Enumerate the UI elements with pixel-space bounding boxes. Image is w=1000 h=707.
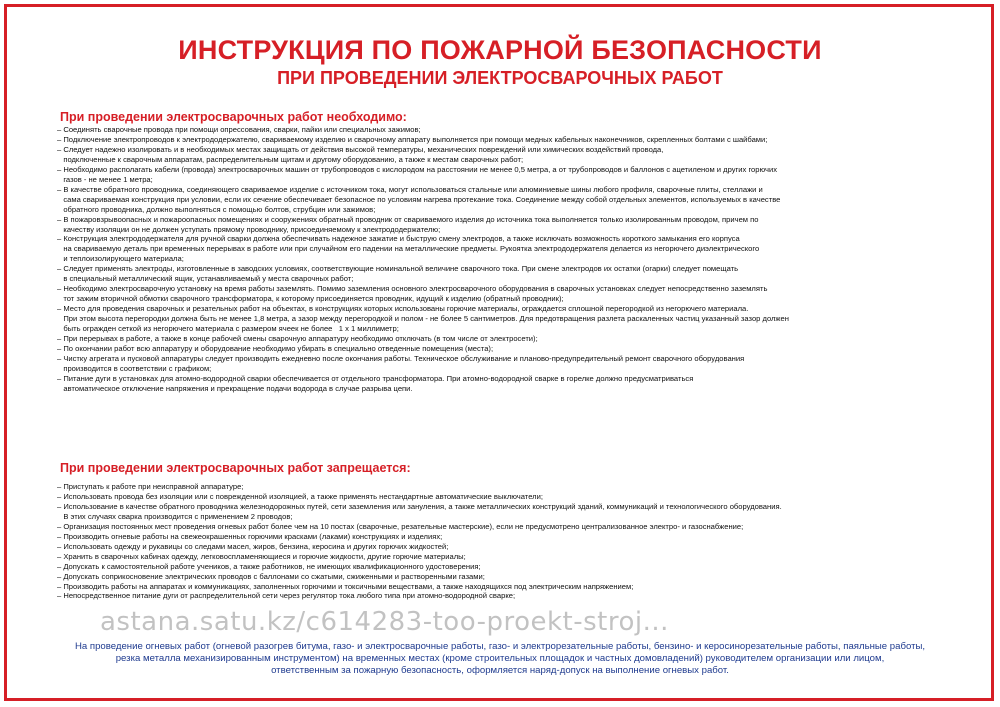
list-item: – Производить огневые работы на свежеокрашенных горючими красками (лаками) конструкциях и изделиях; bbox=[57, 531, 443, 541]
section-required-list bbox=[57, 125, 937, 394]
list-item: В этих случаях сварка производится с применением 2 проводов; bbox=[57, 511, 293, 521]
list-item: При этом высота перегородки должна быть не менее 1,8 метра, а зазор между перегородкой и полом - не более 5 сантиметров. Для предотвращения разлета раскаленных частиц указанный зазор должен bbox=[57, 314, 789, 324]
list-item: быть огражден сеткой из негорючего материала с размером ячеек не более 1 x 1 миллиметр; bbox=[57, 324, 399, 334]
footer-line: резка металла механизированным инструментом) на временных местах (кроме строительных площадок и частных домовладений) руководителем организации или лицом, bbox=[115, 653, 885, 665]
list-item: – Допускать соприкосновение электрических проводов с баллонами со сжатыми, сжиженными и растворенными газами; bbox=[57, 571, 485, 581]
list-item: – Место для проведения сварочных и резательных работ на объектах, в конструкциях которых использованы горючие материалы, ограждается сплошной перегородкой из негорючего материала. bbox=[57, 304, 749, 314]
list-item: – В качестве обратного проводника, соединяющего свариваемое изделие с источником тока, могут использоваться стальные или алюминиевые шины любого профиля, сварочные плиты, стеллажи и bbox=[57, 184, 763, 194]
list-item: – Непосредственное питание дуги от распределительной сети через регулятор тока любого типа при атомно-водородной сварке; bbox=[57, 591, 516, 601]
list-item: – Производить работы на аппаратах и коммуникациях, заполненных горючими и токсичными веществами, а также находящихся под электрическим напряжением; bbox=[57, 581, 634, 591]
list-item: – Приступать к работе при неисправной аппаратуре; bbox=[57, 482, 244, 491]
list-item: – Допускать к самостоятельной работе учеников, а также работников, не имеющих квалификационного удостоверения; bbox=[57, 561, 481, 571]
list-item: – Использовать провода без изоляции или с поврежденной изоляцией, а также применять нестандартные автоматические выключатели; bbox=[57, 491, 543, 501]
list-item: – При перерывах в работе, а также в конце рабочей смены сварочную аппаратуру необходимо отключать (в том числе от электросети); bbox=[57, 334, 538, 344]
list-item: подключенные к сварочным аппаратам, распределительным щитам и другому оборудованию, а также к местам сварочных работ; bbox=[57, 154, 524, 164]
list-item: тот зажим вторичной обмотки сварочного трансформатора, к которому присоединяется проводник, идущий к изделию (обратный проводник); bbox=[57, 294, 564, 304]
poster-title: ИНСТРУКЦИЯ ПО ПОЖАРНОЙ БЕЗОПАСНОСТИ bbox=[178, 35, 822, 65]
list-item: – Чистку агрегата и пусковой аппаратуры следует производить ежедневно после окончания работы. Техническое обслуживание и планово-предупредительный ремонт сварочного оборудования bbox=[57, 353, 745, 363]
poster-subtitle: ПРИ ПРОВЕДЕНИИ ЭЛЕКТРОСВАРОЧНЫХ РАБОТ bbox=[277, 68, 723, 88]
list-item: в специальный металлический ящик, устанавливаемый у места сварочных работ; bbox=[57, 274, 354, 284]
list-item: – Следует применять электроды, изготовленные в заводских условиях, соответствующие номинальной величине сварочного тока. При смене электродов их остатки (огарки) следует помещать bbox=[57, 264, 739, 274]
list-item: качеству изоляции он не должен уступать прямому проводнику, присоединяемому к электрододержателю; bbox=[57, 224, 441, 234]
list-item: – Использование в качестве обратного проводника железнодорожных путей, сети заземления или зануления, а также металлических конструкций зданий, коммуникаций и технологического оборудования. bbox=[57, 501, 782, 511]
list-item: – В пожаровзрывоопасных и пожароопасных помещениях и сооружениях обратный проводник от свариваемого изделия до источника тока выполняется только изолированным проводом, причем по bbox=[57, 214, 759, 224]
list-item: производится в соответствии с графиком; bbox=[57, 363, 212, 373]
list-item: – Соединять сварочные провода при помощи опрессования, сварки, пайки или специальных зажимов; bbox=[57, 125, 421, 134]
list-item: – Следует надежно изолировать и в необходимых местах защищать от действия высокой температуры, механических повреждений или химических воздействий провода, bbox=[57, 144, 664, 154]
footer-line: ответственным за пожарную безопасность, оформляется наряд-допуск на выполнение огневых работ. bbox=[271, 665, 729, 677]
list-item: автоматическое отключение напряжения и прекращение подачи водорода в случае разрыва цепи. bbox=[57, 383, 413, 393]
section-forbidden-list bbox=[57, 482, 937, 601]
list-item: – По окончании работ всю аппаратуру и оборудование необходимо убирать в специально отведенные помещения (места); bbox=[57, 343, 494, 353]
list-item: – Необходимо располагать кабели (провода) электросварочных машин от трубопроводов с кислородом на расстоянии не менее 0,5 метра, а от трубопроводов и баллонов с ацетиленом и других горючих bbox=[57, 164, 778, 174]
list-item: – Подключение электропроводов к электрододержателю, свариваемому изделию и сварочному аппарату выполняется при помощи медных кабельных наконечников, скрепленных болтами с шайбами; bbox=[57, 134, 768, 144]
list-item: – Питание дуги в установках для атомно-водородной сварки обеспечивается от отдельного трансформатора. При атомно-водородной сварке в горелке должно предусматриваться bbox=[57, 373, 694, 383]
list-item: и теплоизолирующего материала; bbox=[57, 254, 184, 264]
list-item: обратного проводника, должно выполняться с помощью болтов, струбцин или зажимов; bbox=[57, 204, 376, 214]
list-item: – Использовать одежду и рукавицы со следами масел, жиров, бензина, керосина и других горючих жидкостей; bbox=[57, 541, 449, 551]
section-required-heading: При проведении электросварочных работ необходимо: bbox=[60, 110, 407, 124]
list-item: на свариваемую деталь при временных перерывах в работе или при случайном его падении на металлические предметы. Рукоятка электрододержателя делается из негорючего диэлектрического bbox=[57, 244, 760, 254]
footer-line: На проведение огневых работ (огневой разогрев битума, газо- и электросварочные работы, газо- и электрорезательные работы, бензино- и керосинорезательные работы, паяльные работы, bbox=[74, 641, 926, 652]
list-item: – Организация постоянных мест проведения огневых работ более чем на 10 постах (сварочные, резательные мастерские), если не предусмотрено централизованное электро- и газоснабжение; bbox=[57, 521, 744, 531]
list-item: – Конструкция электрододержателя для ручной сварки должна обеспечивать надежное зажатие и быструю смену электродов, а также исключать возможность короткого замыкания его корпуса bbox=[57, 234, 740, 244]
list-item: сама свариваемая конструкция при условии, если их сечение обеспечивает безопасное по условиям нагрева протекание тока. Соединение между собой отдельных элементов, используемых в качестве bbox=[57, 194, 781, 204]
watermark: astana.satu.kz/c614283-too-proekt-stroj... bbox=[100, 607, 669, 637]
list-item: – Необходимо электросварочную установку на время работы заземлять. Помимо заземления основного электросварочного оборудования в сварочных установках следует непосредственно заземлять bbox=[57, 284, 768, 294]
list-item: – Хранить в сварочных кабинах одежду, легковоспламеняющиеся и горючие жидкости, другие горючие материалы; bbox=[57, 551, 466, 561]
list-item: газов - не менее 1 метра; bbox=[57, 174, 153, 184]
section-forbidden-heading: При проведении электросварочных работ запрещается: bbox=[60, 461, 411, 475]
footer-note bbox=[60, 641, 940, 678]
